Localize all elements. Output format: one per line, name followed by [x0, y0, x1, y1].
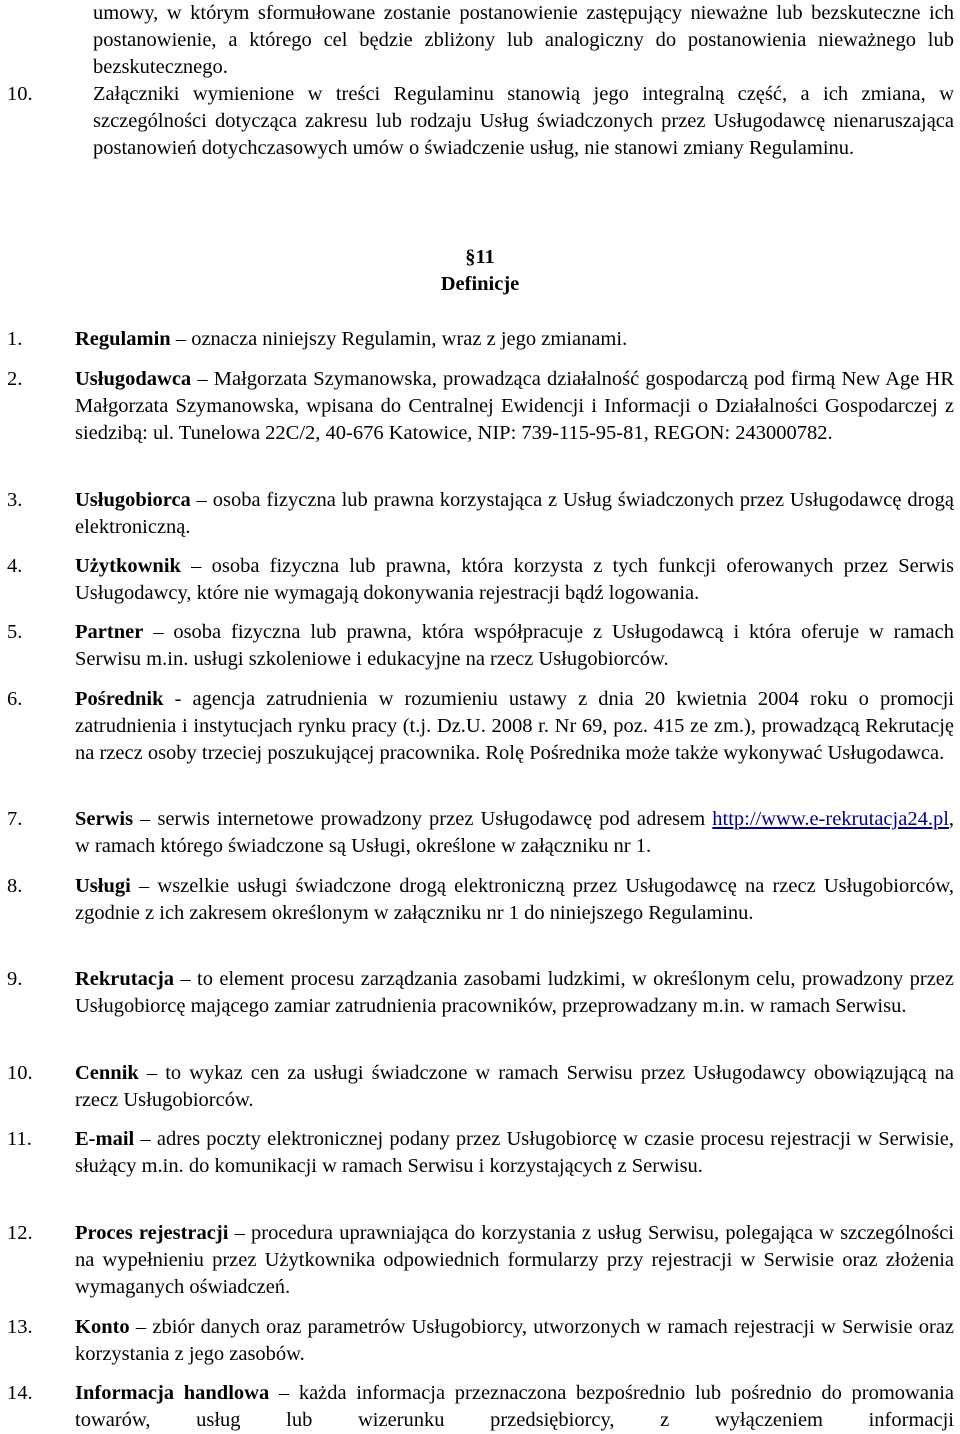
definition-text: to wykaz cen za usługi świadczone w ramach Serwisu przez Usługodawcy obowiązującą na rzecz Usługobiorców. — [75, 1062, 955, 1111]
definition-term: Usługi — [75, 875, 131, 897]
definition-separator: – — [180, 555, 212, 577]
definition-text: osoba fizyczna lub prawna, która korzysta z tych funkcji oferowanych przez Serwis Usługodawcy, które nie wymagają dokonywania rejestracji bądź logowania. — [75, 555, 955, 604]
attachments-paragraph: Załączniki wymienione w treści Regulaminu stanowią jego integralną część, a ich zmiana, w szczególności dotycząca zakresu lub rodzaju Usług świadczonych przez Usługodawcę nienaruszająca postanowień dotychczasowych umów o świadczenie usług, nie stanowi zmiany Regulaminu. — [93, 83, 954, 159]
definition-term: E-mail — [75, 1128, 135, 1150]
definition-separator: – — [170, 328, 192, 350]
definition-number: 6. — [7, 688, 23, 710]
definition-item — [75, 619, 954, 673]
definition-text: osoba fizyczna lub prawna korzystająca z Usług świadczonych przez Usługodawcę drogą elektroniczną. — [75, 489, 954, 538]
definition-separator: – — [129, 1316, 153, 1338]
definition-item — [75, 553, 954, 607]
definition-text: wszelkie usługi świadczone drogą elektroniczną przez Usługodawcę na rzecz Usługobiorców, zgodnie z ich zakresem określonym w załączniku nr 1 do niniejszego Regulaminu. — [75, 875, 955, 924]
definition-separator: – — [174, 968, 198, 990]
definition-term: Informacja handlowa — [75, 1382, 270, 1404]
definition-text: oznacza niniejszy Regulamin, wraz z jego zmianami. — [191, 328, 628, 350]
definition-number: 5. — [7, 621, 23, 643]
definition-term: Usługobiorca — [75, 489, 191, 511]
definition-text: Małgorzata Szymanowska, prowadząca działalność gospodarczą pod firmą New Age HR Małgorzata Szymanowska, wpisana do Centralnej Ewidencji i Informacji o Działalności Gospodarczej z siedzibą: ul. Tunelowa 22C/2, 40-676 Katowice, NIP: 739-115-95-81, REGON: 243000782. — [75, 368, 955, 444]
definition-term: Pośrednik — [75, 688, 164, 710]
serwis-link[interactable]: http://www.e-rekrutacja24.pl — [712, 808, 949, 830]
definition-text: procedura uprawniająca do korzystania z usług Serwisu, polegająca w szczególności na wypełnieniu przez Użytkownika odpowiednich formularzy przy rejestracji w Serwisie oraz złożenia wymaganych oświadczeń. — [75, 1222, 954, 1298]
definition-number: 14. — [7, 1382, 33, 1404]
definition-number: 9. — [7, 968, 23, 990]
definition-separator: – — [228, 1222, 252, 1244]
definition-number: 4. — [7, 555, 23, 577]
definition-item — [75, 487, 954, 541]
definition-item — [75, 873, 954, 927]
definition-item — [75, 806, 954, 860]
definition-separator: – — [134, 1128, 157, 1150]
definition-item — [75, 1314, 954, 1368]
definition-separator: – — [269, 1382, 299, 1404]
definition-separator: – — [133, 808, 158, 830]
definition-separator: – — [143, 621, 174, 643]
definition-number: 2. — [7, 368, 23, 390]
definition-number: 7. — [7, 808, 23, 830]
definition-number: 13. — [7, 1316, 33, 1338]
definition-text: każda informacja przeznaczona bezpośrednio lub pośrednio do promowania towarów, usług lub wizerunku przedsiębiorcy, z wyłączeniem informacji — [75, 1382, 955, 1431]
definition-number: 12. — [7, 1222, 33, 1244]
definition-term: Cennik — [75, 1062, 139, 1084]
definition-text: agencja zatrudnienia w rozumieniu ustawy z dnia 20 kwietnia 2004 roku o promocji zatrudnienia i instytucjach rynku pracy (t.j. Dz.U. 2008 r. Nr 69, poz. 415 ze zm.), prowadzącą Rekrutację na rzecz osoby trzeciej poszukującej pracownika. Rolę Pośrednika może także wykonywać Usługodawca. — [75, 688, 955, 764]
definition-separator: – — [190, 489, 213, 511]
definition-number: 8. — [7, 875, 23, 897]
definition-separator: – — [191, 368, 214, 390]
definition-item — [75, 966, 954, 1020]
definition-text: adres poczty elektronicznej podany przez Usługobiorcę w czasie procesu rejestracji w Serwisie, służący m.in. do komunikacji w ramach Serwisu i korzystających z Serwisu. — [75, 1128, 954, 1177]
definition-item — [75, 366, 954, 447]
definition-term: Serwis — [75, 808, 134, 830]
definition-separator: – — [130, 875, 158, 897]
definition-item — [75, 686, 954, 767]
definition-separator: - — [163, 688, 193, 710]
definition-item — [75, 326, 954, 353]
item-number: 10. — [7, 83, 33, 105]
definition-text: to element procesu zarządzania zasobami ludzkimi, w określonym celu, prowadzony przez Usługobiorcę mającego zamiar zatrudnienia pracowników, przeprowadzany m.in. w ramach Serwisu. — [75, 968, 954, 1017]
definition-separator: – — [138, 1062, 166, 1084]
definition-term: Konto — [75, 1316, 130, 1338]
definition-term: Partner — [75, 621, 144, 643]
definition-term: Usługodawca — [75, 368, 192, 390]
definition-number: 1. — [7, 328, 23, 350]
definition-text-after: , w ramach którego świadczone są Usługi, określone w załączniku nr 1. — [75, 808, 955, 857]
definition-term: Użytkownik — [75, 555, 181, 577]
section-number: §11 — [465, 246, 495, 268]
definition-item — [75, 1220, 954, 1301]
definition-text: zbiór danych oraz parametrów Usługobiorcy, utworzonych w ramach rejestracji w Serwisie oraz korzystania z jego zasobów. — [75, 1316, 955, 1365]
definition-number: 10. — [7, 1062, 33, 1084]
definition-item — [75, 1060, 954, 1114]
definition-item — [75, 1380, 954, 1434]
definition-number: 11. — [7, 1128, 32, 1150]
definition-term: Regulamin — [75, 328, 171, 350]
definition-text: serwis internetowe prowadzony przez Usługodawcę pod adresem — [157, 808, 713, 830]
continued-paragraph: umowy, w którym sformułowane zostanie postanowienie zastępujący nieważne lub bezskuteczne ich postanowienie, a którego cel będzie zbliżony lub analogiczny do postanowienia nieważnego lub bezskutecznego. — [93, 2, 954, 78]
definition-term: Proces rejestracji — [75, 1222, 229, 1244]
definition-term: Rekrutacja — [75, 968, 175, 990]
definition-item — [75, 1126, 954, 1180]
definition-number: 3. — [7, 489, 23, 511]
section-title: Definicje — [440, 273, 520, 295]
definition-text: osoba fizyczna lub prawna, która współpracuje z Usługodawcą i która oferuje w ramach Serwisu m.in. usługi szkoleniowe i edukacyjne na rzecz Usługobiorców. — [75, 621, 954, 670]
